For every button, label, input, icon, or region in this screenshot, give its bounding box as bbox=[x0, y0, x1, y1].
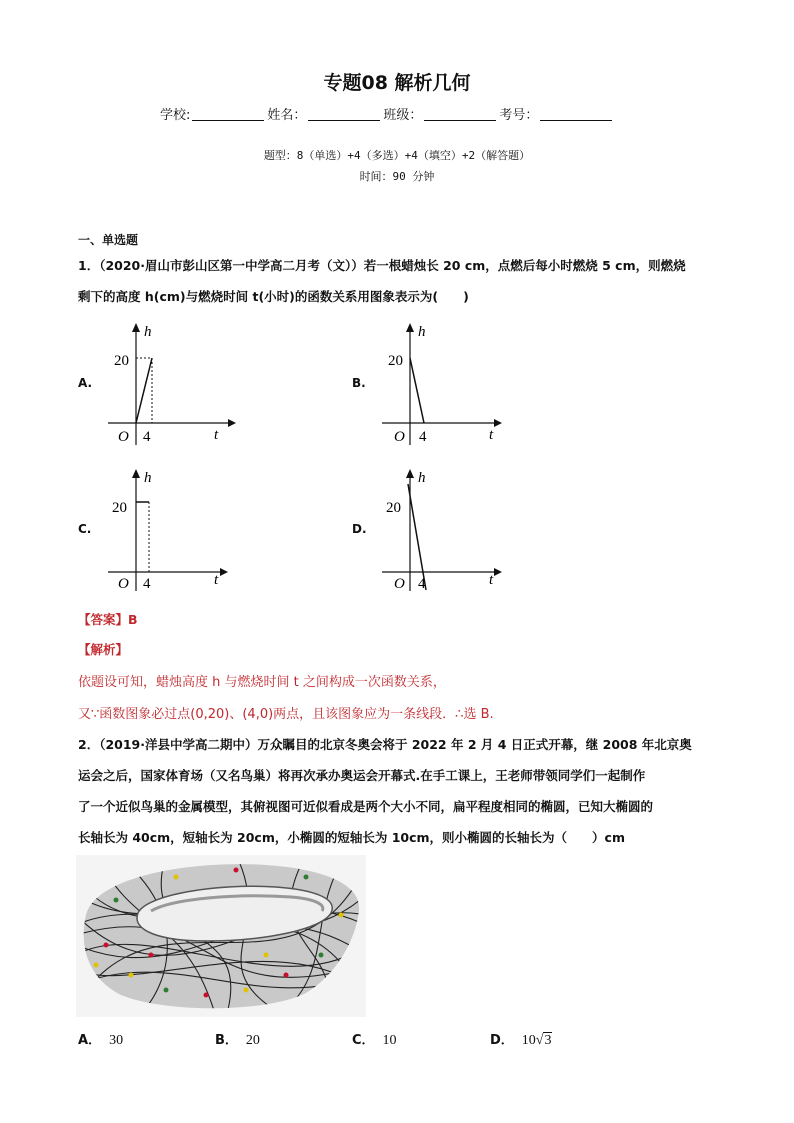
choice-b bbox=[215, 1029, 260, 1049]
x-axis-arrow bbox=[228, 419, 236, 427]
y-axis-arrow bbox=[406, 323, 414, 332]
y-tick-label: 20 bbox=[388, 353, 403, 369]
birds-nest-model-image bbox=[76, 855, 366, 1017]
answer-label: 【答案】 bbox=[78, 612, 129, 627]
answer-line bbox=[78, 610, 138, 628]
choice-c-label: C． bbox=[352, 1033, 375, 1048]
graph-b bbox=[374, 320, 514, 450]
choice-c bbox=[352, 1029, 397, 1049]
school-blank bbox=[192, 108, 264, 121]
analysis-label: 【解析】 bbox=[78, 642, 129, 657]
option-a-label: A. bbox=[78, 376, 93, 390]
origin-label: O bbox=[394, 429, 405, 445]
name-label: 姓名： bbox=[267, 108, 307, 123]
x-axis-label: t bbox=[214, 427, 219, 443]
option-c-label: C. bbox=[78, 522, 92, 536]
name-blank bbox=[308, 108, 380, 121]
choice-c-value: 10 bbox=[382, 1033, 397, 1048]
q2-text-line2: 运会之后，国家体育场（又名鸟巢）将再次承办奥运会开幕式.在手工课上，王老师带领同学们一起制作 bbox=[78, 768, 646, 783]
graph-c bbox=[100, 466, 240, 596]
x-tick-label: 4 bbox=[419, 429, 427, 445]
question-types: 题型：8（单选）+4（多选）+4（填空）+2（解答题） bbox=[263, 149, 531, 162]
x-tick-label: 4 bbox=[418, 576, 426, 592]
exam-no-label: 考号： bbox=[499, 108, 539, 123]
choice-b-value: 20 bbox=[245, 1033, 260, 1048]
choice-b-label: B． bbox=[215, 1033, 238, 1048]
y-tick-label: 20 bbox=[112, 500, 127, 516]
origin-label: O bbox=[394, 576, 405, 592]
class-label: 班级： bbox=[383, 108, 423, 123]
y-axis-arrow bbox=[406, 469, 414, 478]
class-blank bbox=[424, 108, 496, 121]
page-title: 专题08 解析几何 bbox=[323, 72, 471, 94]
x-tick-label: 4 bbox=[143, 429, 151, 445]
choice-d-radicand: 3 bbox=[544, 1033, 552, 1048]
analysis-line2: 又∵函数图象必过点(0,20)、(4,0)两点，且该图象应为一条线段．∴选 B. bbox=[78, 707, 494, 722]
x-axis-arrow bbox=[220, 568, 228, 576]
x-axis-label: t bbox=[214, 572, 219, 588]
graph-a bbox=[100, 320, 240, 450]
x-axis-label: t bbox=[489, 427, 494, 443]
exam-time: 时间：90 分钟 bbox=[359, 170, 435, 183]
q2-text-line4: 长轴长为 40cm，短轴长为 20cm，小椭圆的短轴长为 10cm，则小椭圆的长轴长为（ ）cm bbox=[78, 830, 625, 845]
analysis-line1: 依题设可知，蜡烛高度 h 与燃烧时间 t 之间构成一次函数关系， bbox=[78, 675, 446, 690]
y-axis-label: h bbox=[418, 470, 426, 486]
choice-d bbox=[490, 1029, 552, 1049]
q1-text-line1: 1．（2020·眉山市彭山区第一中学高二月考（文））若一根蜡烛长 20 cm，点燃后每小时燃烧 5 cm，则燃烧 bbox=[78, 258, 686, 273]
choice-d-value: 10 bbox=[521, 1033, 536, 1048]
answer-value: B bbox=[128, 612, 138, 627]
q1-text-line2: 剩下的高度 h(cm)与燃烧时间 t(小时)的函数关系用图象表示为( ) bbox=[78, 289, 469, 304]
origin-label: O bbox=[118, 429, 129, 445]
choice-a bbox=[78, 1029, 123, 1049]
option-b-label: B. bbox=[352, 376, 366, 390]
student-info-line bbox=[160, 104, 615, 123]
graph-line bbox=[410, 358, 424, 423]
exam-no-blank bbox=[540, 108, 612, 121]
y-axis-label: h bbox=[144, 470, 152, 486]
y-axis-arrow bbox=[132, 323, 140, 332]
graph-d bbox=[374, 466, 514, 596]
y-axis-label: h bbox=[144, 324, 152, 340]
x-tick-label: 4 bbox=[143, 576, 151, 592]
q2-text-line3: 了一个近似鸟巢的金属模型，其俯视图可近似看成是两个大小不同，扁平程度相同的椭圆，已知大椭圆的 bbox=[78, 799, 654, 814]
x-axis-arrow bbox=[494, 568, 502, 576]
section-title: 一、单选题 bbox=[78, 233, 139, 247]
choice-a-value: 30 bbox=[109, 1033, 124, 1048]
y-axis-label: h bbox=[418, 324, 426, 340]
school-label: 学校: bbox=[160, 108, 191, 123]
origin-label: O bbox=[118, 576, 129, 592]
y-axis-arrow bbox=[132, 469, 140, 478]
x-axis-arrow bbox=[494, 419, 502, 427]
q2-text-line1: 2．（2019·洋县中学高二期中）万众瞩目的北京冬奥会将于 2022 年 2 月 4 日正式开幕，继 2008 年北京奥 bbox=[78, 737, 692, 752]
graph-line bbox=[136, 358, 152, 423]
option-d-label: D. bbox=[352, 522, 367, 536]
choice-a-label: A． bbox=[78, 1033, 102, 1048]
graph-line bbox=[408, 484, 426, 590]
x-axis-label: t bbox=[489, 572, 494, 588]
y-tick-label: 20 bbox=[386, 500, 401, 516]
y-tick-label: 20 bbox=[114, 353, 129, 369]
choice-d-label: D． bbox=[490, 1033, 514, 1048]
sqrt-symbol: √ bbox=[535, 1033, 544, 1048]
